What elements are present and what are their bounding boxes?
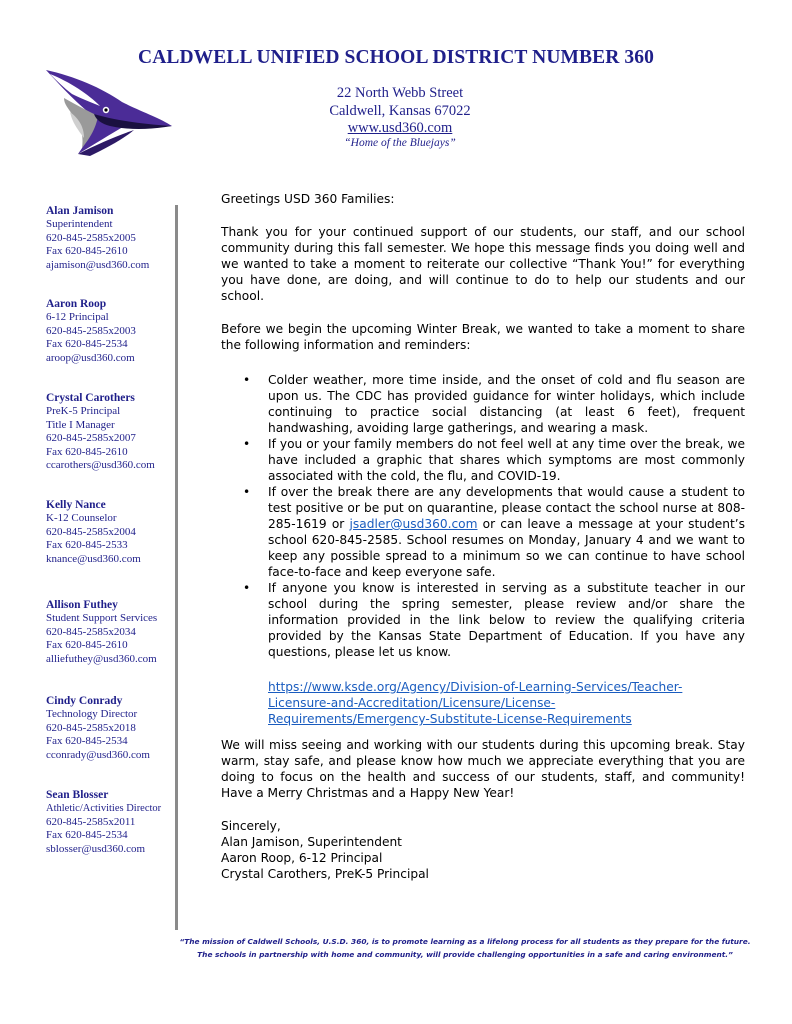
url-line[interactable]: Licensure-and-Accreditation/Licensure/License- bbox=[268, 696, 556, 710]
bullet-icon: • bbox=[243, 581, 251, 595]
staff-email[interactable]: alliefuthey@usd360.com bbox=[46, 652, 157, 665]
staff-entry-futhey bbox=[46, 599, 176, 666]
list-item-text: Colder weather, more time inside, and the onset of cold and flu season are upon us. The CDC has provided guidance for winter holidays, which include continuing to practice social distancing (at least 6 feet), frequent handwashing, avoiding large gatherings, and wearing a mask. bbox=[268, 373, 745, 435]
staff-fax: Fax 620-845-2534 bbox=[46, 735, 128, 748]
staff-name: Kelly Nance bbox=[46, 499, 106, 511]
staff-name: Alan Jamison bbox=[46, 205, 114, 217]
staff-title: 6-12 Principal bbox=[46, 311, 109, 324]
staff-entry-carothers bbox=[46, 392, 176, 472]
staff-phone: 620-845-2585x2034 bbox=[46, 625, 136, 638]
staff-name: Cindy Conrady bbox=[46, 695, 123, 707]
closing: Sincerely, bbox=[221, 819, 281, 833]
staff-email[interactable]: ajamison@usd360.com bbox=[46, 258, 150, 271]
list-item bbox=[243, 484, 745, 580]
signatory: Crystal Carothers, PreK-5 Principal bbox=[221, 867, 429, 881]
signature-block bbox=[221, 818, 745, 882]
staff-entry-jamison bbox=[46, 205, 176, 272]
staff-phone: 620-845-2585x2003 bbox=[46, 324, 136, 337]
staff-phone: 620-845-2585x2007 bbox=[46, 432, 136, 445]
signatory: Aaron Roop, 6-12 Principal bbox=[221, 851, 383, 865]
website-link[interactable]: www.usd360.com bbox=[347, 120, 453, 136]
address-street: 22 North Webb Street bbox=[336, 85, 464, 101]
staff-entry-roop bbox=[46, 298, 176, 365]
ksde-substitute-link[interactable] bbox=[268, 679, 745, 727]
staff-fax: Fax 620-845-2534 bbox=[46, 338, 128, 351]
staff-title-2: Title I Manager bbox=[46, 418, 115, 431]
staff-fax: Fax 620-845-2534 bbox=[46, 829, 128, 842]
staff-fax: Fax 620-845-2610 bbox=[46, 245, 128, 258]
paragraph-closing: We will miss seeing and working with our students during this upcoming break. Stay warm, stay safe, and please know how much we appreciate everything that you are doing to focus on the health and success of our students, staff, and community! Have a Merry Christmas and a Happy New Year! bbox=[221, 738, 745, 800]
staff-name: Crystal Carothers bbox=[46, 392, 135, 404]
staff-email[interactable]: ccarothers@usd360.com bbox=[46, 459, 155, 472]
list-item bbox=[243, 372, 745, 436]
staff-entry-conrady bbox=[46, 695, 176, 762]
staff-title: Technology Director bbox=[46, 708, 138, 721]
staff-email[interactable]: cconrady@usd360.com bbox=[46, 748, 150, 761]
paragraph-thanks: Thank you for your continued support of our students, our staff, and our school community during this fall semester. We hope this message finds you doing well and we wanted to take a moment to reiterate our collective “Thank You!” for everything you have done, are doing, and will continue to do to help our students and our school. bbox=[221, 225, 745, 303]
staff-title: PreK-5 Principal bbox=[46, 405, 121, 418]
list-item-text: or can leave a message at your student’s school 620-845-2585. School resumes on Monday, January 4 and we want to keep any possible spread to a minimum so we can continue to have school face-to-face and keep everyone safe. bbox=[268, 517, 745, 579]
list-item-text: If you or your family members do not feel well at any time over the break, we have included a graphic that shares which symptoms are most commonly associated with the cold, the flu, and COVID-19. bbox=[268, 437, 745, 483]
list-item-text: If anyone you know is interested in serving as a substitute teacher in our school during the spring semester, please review and/or share the information provided in the link below to review the qualifying criteria provided by the Kansas State Department of Education. If you have any questions, please let us know. bbox=[268, 581, 745, 659]
staff-name: Allison Futhey bbox=[46, 599, 118, 611]
staff-phone: 620-845-2585x2005 bbox=[46, 231, 136, 244]
staff-phone: 620-845-2585x2011 bbox=[46, 815, 136, 828]
staff-fax: Fax 620-845-2533 bbox=[46, 539, 128, 552]
staff-phone: 620-845-2585x2004 bbox=[46, 525, 136, 538]
staff-entry-blosser bbox=[46, 789, 176, 856]
greeting: Greetings USD 360 Families: bbox=[221, 192, 395, 206]
staff-email[interactable]: aroop@usd360.com bbox=[46, 351, 135, 364]
paragraph-intro: Before we begin the upcoming Winter Break, we wanted to take a moment to share the following information and reminders: bbox=[221, 322, 745, 352]
staff-title: K-12 Counselor bbox=[46, 512, 117, 525]
url-line[interactable]: Requirements/Emergency-Substitute-License-Requirements bbox=[268, 712, 632, 726]
bullet-icon: • bbox=[243, 373, 251, 387]
staff-title: Superintendent bbox=[46, 218, 113, 231]
district-title: CALDWELL UNIFIED SCHOOL DISTRICT NUMBER 360 bbox=[138, 47, 654, 68]
staff-email[interactable]: knance@usd360.com bbox=[46, 552, 141, 565]
address-city: Caldwell, Kansas 67022 bbox=[329, 103, 471, 119]
bluejay-logo bbox=[44, 68, 174, 160]
list-item-text: If over the break there are any developments that would cause a student to test positive or be put on quarantine, please contact the school nurse at 808-285-1619 or bbox=[268, 485, 745, 531]
staff-phone: 620-845-2585x2018 bbox=[46, 721, 136, 734]
staff-entry-nance bbox=[46, 499, 176, 566]
signatory: Alan Jamison, Superintendent bbox=[221, 835, 402, 849]
staff-title: Athletic/Activities Director bbox=[46, 803, 162, 815]
url-line[interactable]: https://www.ksde.org/Agency/Division-of-Learning-Services/Teacher- bbox=[268, 680, 683, 694]
staff-fax: Fax 620-845-2610 bbox=[46, 445, 128, 458]
motto: “Home of the Bluejays” bbox=[344, 137, 456, 149]
staff-fax: Fax 620-845-2610 bbox=[46, 639, 128, 652]
bullet-icon: • bbox=[243, 437, 251, 451]
staff-name: Sean Blosser bbox=[46, 789, 109, 801]
staff-email[interactable]: sblosser@usd360.com bbox=[46, 842, 146, 855]
mission-statement bbox=[160, 936, 770, 961]
bullet-icon: • bbox=[243, 485, 251, 499]
nurse-email-link[interactable]: jsadler@usd360.com bbox=[349, 517, 478, 531]
sidebar-divider bbox=[175, 205, 178, 930]
mission-line: “The mission of Caldwell Schools, U.S.D. 360, is to promote learning as a lifelong process for all students as they prepare for the future. bbox=[179, 937, 751, 946]
staff-title: Student Support Services bbox=[46, 612, 158, 625]
list-item bbox=[243, 436, 745, 484]
mission-line: The schools in partnership with home and community, will provide challenging opportunities in a safe and caring environment.” bbox=[197, 949, 733, 959]
list-item bbox=[243, 580, 745, 660]
staff-name: Aaron Roop bbox=[46, 298, 107, 310]
